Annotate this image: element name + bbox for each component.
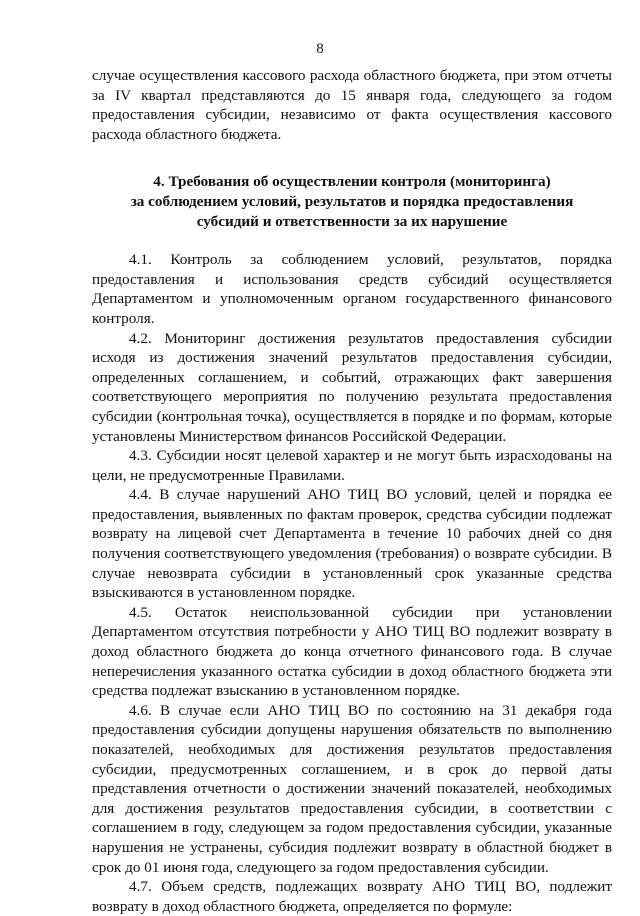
section-heading-line-3: субсидий и ответственности за их нарушение — [196, 212, 508, 230]
paragraph-4-2: 4.2. Мониторинг достижения результатов предоставления субсидии исходя из достижения значений результатов предоставления субсидии, определенных соглашением, и событий, отражающих факт завершения соответствующего мероприятия по получению результата предоставления субсидии (контрольная точка), осуществляется в порядке и по формам, которые установлены Министерством финансов Российской Федерации. — [92, 329, 612, 445]
paragraph-4-5: 4.5. Остаток неиспользованной субсидии при установлении Департаментом отсутствия потребности у АНО ТИЦ ВО подлежит возврату в доход областного бюджета до конца отчетного финансового года. В случае неперечисления указанного остатка субсидии в доход областного бюджета эти средства подлежат взысканию в установленном порядке. — [92, 603, 612, 700]
section-heading — [92, 172, 612, 231]
opening-paragraph: случае осуществления кассового расхода областного бюджета, при этом отчеты за IV квартал представляются до 15 января года, следующего за годом предоставления субсидии, независимо от факта осуществления кассового расхода областного бюджета. — [92, 67, 612, 143]
paragraph-4-6: 4.6. В случае если АНО ТИЦ ВО по состоянию на 31 декабря года предоставления субсидии допущены нарушения обязательств по выполнению показателей, необходимых для достижения результатов предоставления субсидии, предусмотренных соглашением, и в срок до первой даты представления отчетности о достижении значений показателей, необходимых для достижения результатов предоставления субсидии, в соответствии с соглашением в году, следующем за годом предоставления субсидии, указанные нарушения не устранены, субсидия подлежит возврату в областной бюджет в срок до 01 июня года, следующего за годом предоставления субсидии. — [92, 701, 612, 876]
paragraph-4-7: 4.7. Объем средств, подлежащих возврату АНО ТИЦ ВО, подлежит возврату в доход областного бюджета, определяется по формуле: — [92, 878, 612, 915]
section-heading-line-1: 4. Требования об осуществлении контроля (мониторинга) — [153, 173, 551, 191]
paragraph-4-1: 4.1. Контроль за соблюдением условий, результатов, порядка предоставления и использования средств субсидий осуществляется Департаментом и уполномоченным органом государственного финансового контроля. — [92, 251, 612, 327]
paragraph-4-3: 4.3. Субсидии носят целевой характер и не могут быть израсходованы на цели, не предусмотренные Правилами. — [92, 447, 612, 484]
section-heading-line-2: за соблюдением условий, результатов и порядка предоставления — [130, 192, 574, 210]
page-number: 8 — [316, 41, 324, 57]
paragraph-4-4: 4.4. В случае нарушений АНО ТИЦ ВО условий, целей и порядка ее предоставления, выявленных по фактам проверок, средства субсидии подлежат возврату на лицевой счет Департамента в течение 10 рабочих дней со дня получения соответствующего уведомления (требования) о возврате субсидии. В случае невозврата субсидии в установленный срок указанные средства взыскиваются в установленном порядке. — [92, 486, 612, 602]
document-body — [92, 66, 612, 916]
